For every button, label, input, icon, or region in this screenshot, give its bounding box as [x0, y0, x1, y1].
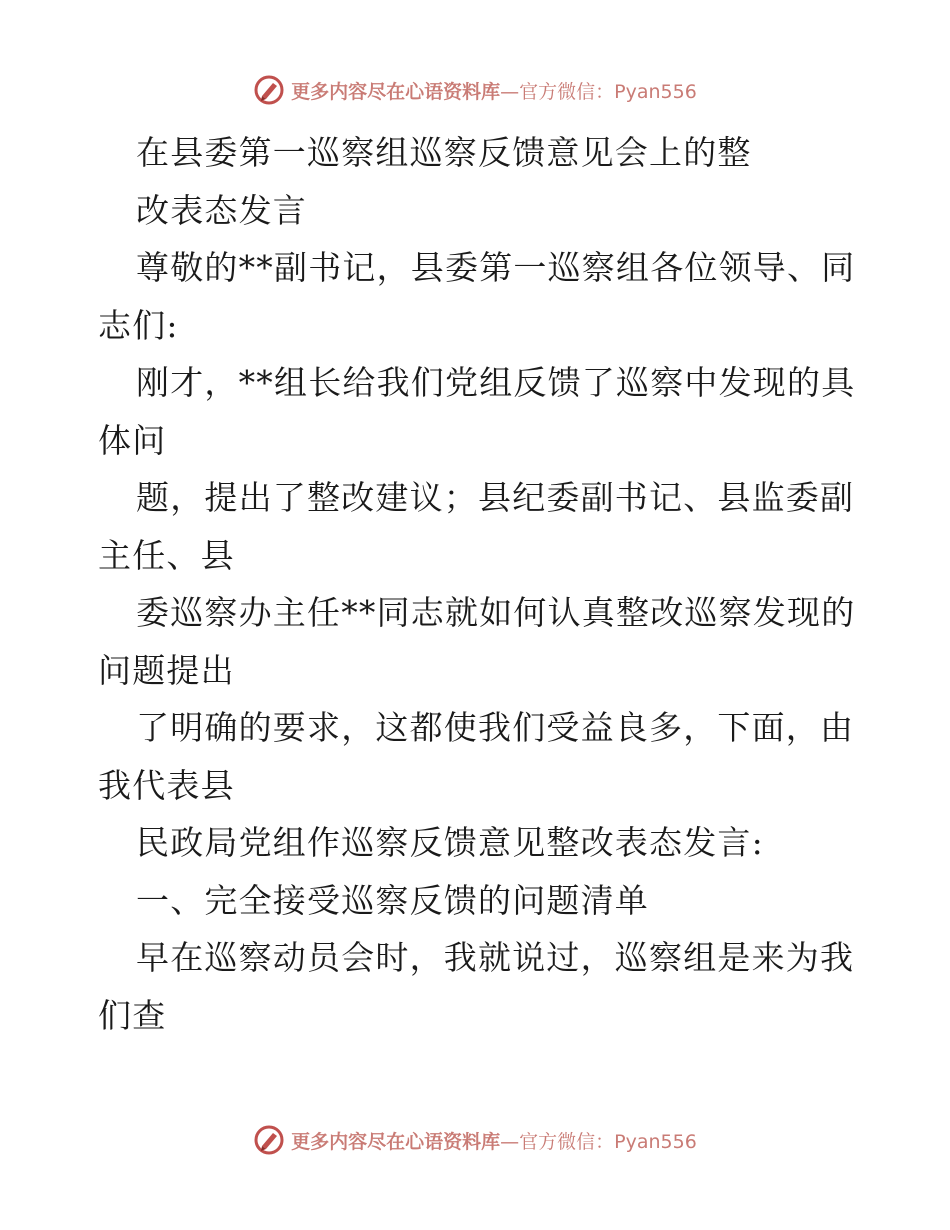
paragraph-line: 体问: [98, 420, 167, 460]
header-watermark: [0, 70, 950, 110]
watermark-text: 更多内容尽在心语资料库—官方微信：Pyan556: [291, 80, 697, 103]
paragraph-line: 民政局党组作巡察反馈意见整改表态发言:: [136, 823, 764, 862]
document-body: [98, 124, 858, 1044]
paragraph-line: 早在巡察动员会时，我就说过，巡察组是来为我: [136, 938, 855, 977]
footer-watermark: [0, 1120, 950, 1160]
title-line-2: 改表态发言: [136, 190, 307, 230]
paragraph-line: 刚才，**组长给我们党组反馈了巡察中发现的具: [136, 363, 856, 402]
paragraph-line: 问题提出: [98, 650, 235, 690]
paragraph-line: 了明确的要求，这都使我们受益良多，下面，由: [136, 708, 855, 747]
pen-logo-icon: [253, 74, 285, 106]
pen-logo-icon: [253, 1124, 285, 1156]
watermark-text: 更多内容尽在心语资料库—官方微信：Pyan556: [291, 1130, 697, 1153]
paragraph-line: 主任、县: [98, 535, 235, 575]
paragraph-line: 委巡察办主任**同志就如何认真整改巡察发现的: [136, 593, 856, 632]
paragraph-line: 题，提出了整改建议；县纪委副书记、县监委副: [136, 478, 855, 517]
salutation-line-1: 尊敬的**副书记，县委第一巡察组各位领导、同: [136, 248, 856, 287]
paragraph-line: 们查: [98, 995, 167, 1035]
section-heading: 一、完全接受巡察反馈的问题清单: [136, 880, 649, 920]
paragraph-line: 我代表县: [98, 765, 235, 805]
salutation-line-2: 志们:: [98, 305, 179, 345]
title-line-1: 在县委第一巡察组巡察反馈意见会上的整: [136, 133, 752, 172]
